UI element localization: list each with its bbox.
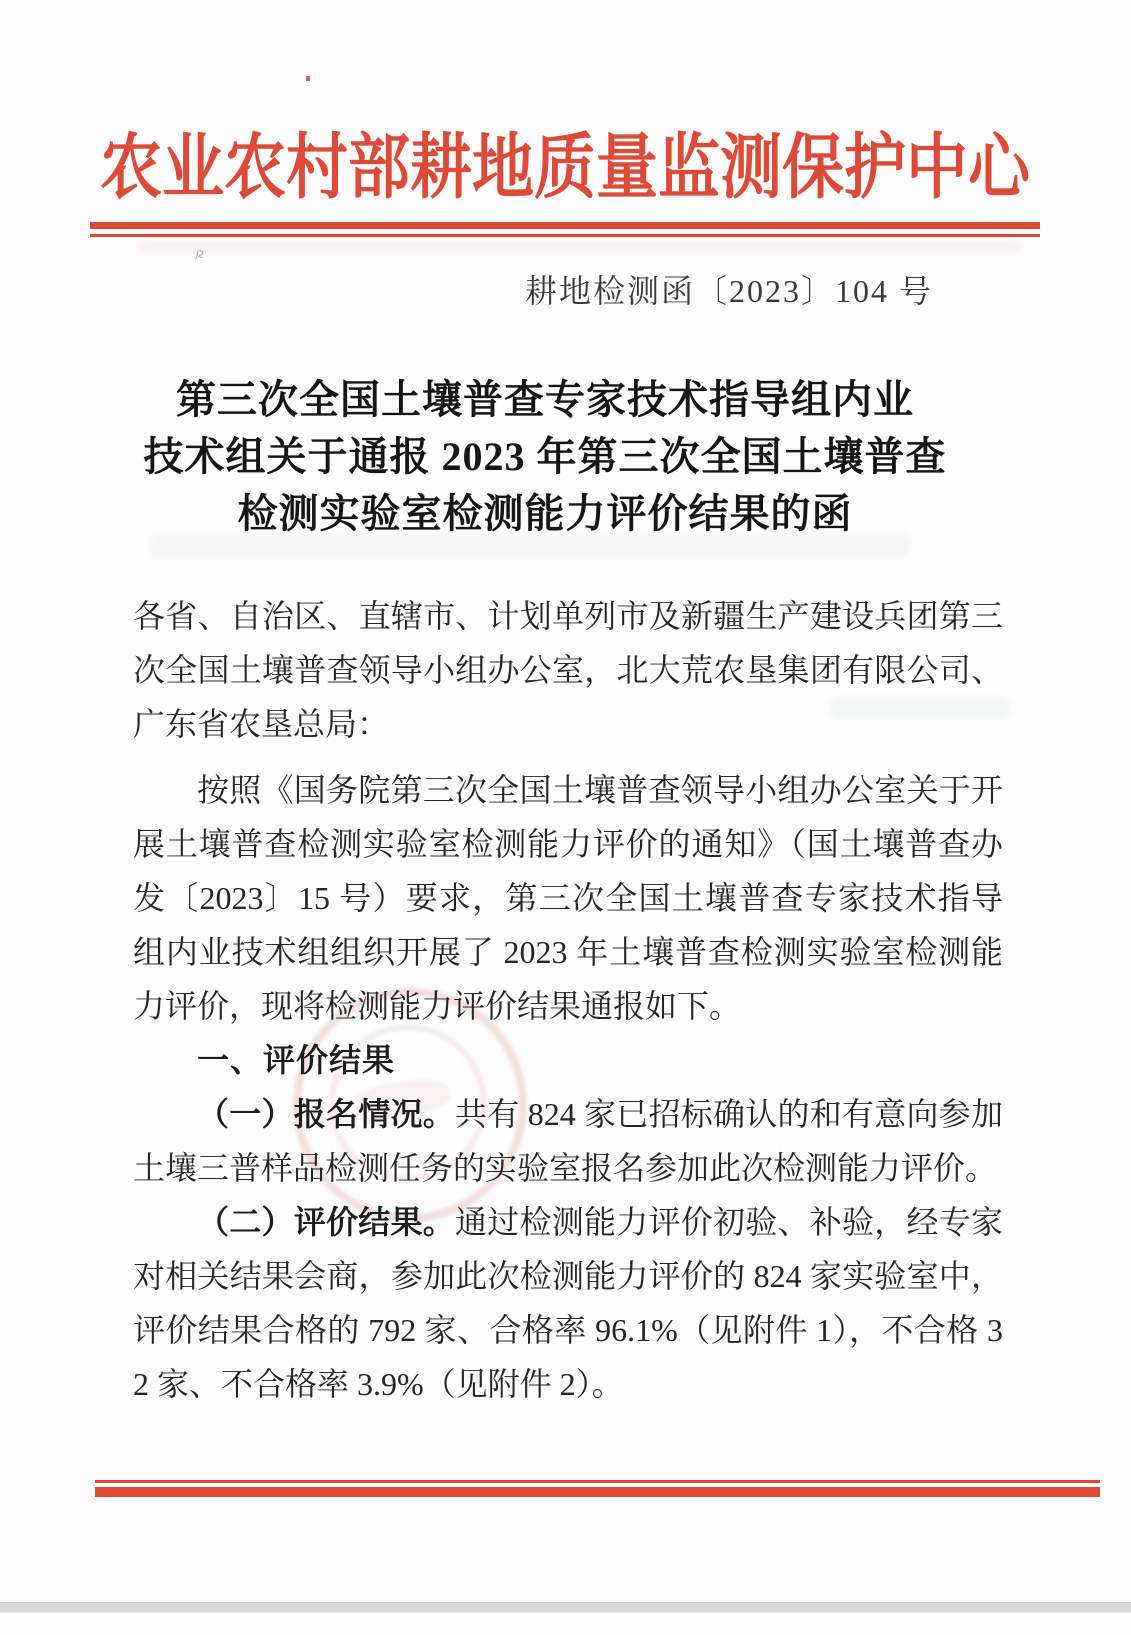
list-item-label: （一）报名情况。 xyxy=(197,1096,455,1132)
scan-artifact-red-speck xyxy=(306,76,310,81)
letter-body xyxy=(133,589,1003,1411)
section-heading-results: 一、评价结果 xyxy=(197,1042,396,1078)
list-item-evaluation xyxy=(133,1195,1003,1411)
doc-title xyxy=(85,371,1005,542)
list-item-registration xyxy=(133,1087,1003,1195)
scan-artifact-pen-mark: ʲ² xyxy=(193,245,206,267)
list-item-label: （二）评价结果。 xyxy=(197,1204,455,1240)
scan-page-edge xyxy=(0,1602,1131,1613)
doc-title-line1: 第三次全国土壤普查专家技术指导组内业 xyxy=(176,377,914,422)
doc-number: 耕地检测函〔2023〕104 号 xyxy=(524,273,933,309)
doc-title-line3: 检测实验室检测能力评价结果的函 xyxy=(237,491,853,536)
paragraph-intro: 按照《国务院第三次全国土壤普查领导小组办公室关于开展土壤普查检测实验室检测能力评价的通知》（国土壤普查办发〔2023〕15 号）要求，第三次全国土壤普查专家技术指导组内业技术组组织开展了 2023 年土壤普查检测实验室检测能力评价，现将检测能力评价结果通报如下。 xyxy=(133,772,1003,1024)
letterhead-rule-thick xyxy=(90,222,1040,229)
list-item-text: 共有 824 家已招标确认的和有意向参加土壤三普样品检测任务的实验室报名参加此次检测能力评价。 xyxy=(133,1096,1003,1186)
letterhead-rule-thin xyxy=(90,234,1040,237)
salutation: 各省、自治区、直辖市、计划单列市及新疆生产建设兵团第三次全国土壤普查领导小组办公室，北大荒农垦集团有限公司、广东省农垦总局： xyxy=(133,598,1003,742)
letterhead-org-name: 农业农村部耕地质量监测保护中心 xyxy=(99,129,1030,208)
footer-rule-thin xyxy=(95,1480,1100,1483)
doc-title-line2: 技术组关于通报 2023 年第三次全国土壤普查 xyxy=(143,434,947,479)
list-item-text: 通过检测能力评价初验、补验，经专家对相关结果会商，参加此次检测能力评价的 824 家实验室中，评价结果合格的 792 家、合格率 96.1%（见附件 1），不合格 32 家、不合格率 3.9%（见附件 2）。 xyxy=(133,1204,1003,1402)
footer-rule-thick xyxy=(95,1487,1100,1497)
bleedthrough-smudge xyxy=(140,240,1020,253)
